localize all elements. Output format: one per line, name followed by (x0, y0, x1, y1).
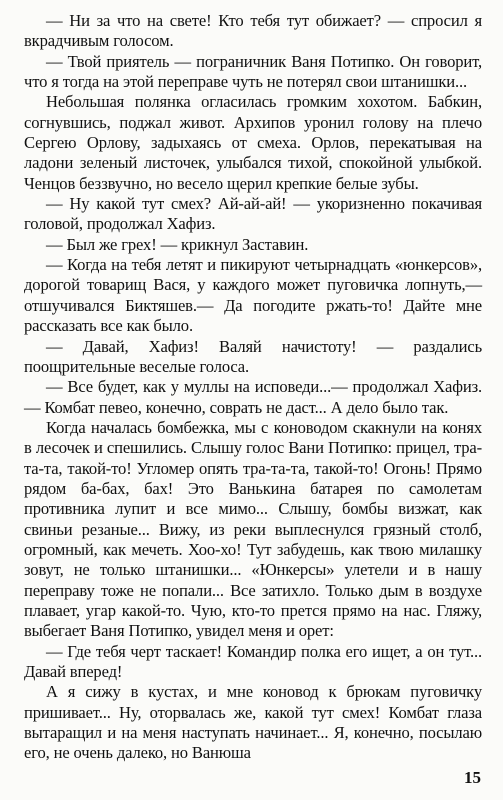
paragraph: — Когда на тебя летят и пикируют четырнадцать «юнкерсов», дорогой товарищ Вася, у каждого может пуговичка лопнуть,— отшучивался Биктяшев.— Да погодите ржать-то! Дайте мне рассказать все как было. (24, 255, 482, 336)
body-text (24, 11, 482, 764)
paragraph: — Все будет, как у муллы на исповеди...— продолжал Хафиз. — Комбат певео, конечно, соврать не даст... А дело было так. (24, 377, 482, 417)
paragraph: — Давай, Хафиз! Валяй начистоту! — раздались поощрительные веселые голоса. (24, 336, 482, 376)
paragraph: Небольшая полянка огласилась громким хохотом. Бабкин, согнувшись, поджал живот. Архипов уронил голову на плечо Сергею Орлову, задыхаясь от смеха. Орлов, перекатывая на ладони зеленый листочек, улыбался тихой, спокойной улыбкой. Ченцов беззвучно, но весело щерил крепкие белые зубы. (24, 92, 482, 193)
paragraph: — Где тебя черт таскает! Командир полка его ищет, а он тут... Давай вперед! (24, 641, 482, 681)
paragraph: Когда началась бомбежка, мы с коноводом скакнули на конях в лесочек и спешились. Слышу голос Вани Потипко: прицел, тра-та-та, такой-то! Угломер опять тра-та-та, такой-то! Огонь! Прямо рядом ба-бах, бах! Это Ванькина батарея по самолетам противника лупит и все мимо... Слышу, бомбы визжат, как свиньи резаные... Вижу, из реки выплеснулся грязный столб, огромный, как мечеть. Хоо-хо! Тут забудешь, как твою милашку зовут, не только штанишки... «Юнкерсы» улетели и в нашу переправу тоже не попали... Все затихло. Только дым в воздухе плавает, угар какой-то. Чую, кто-то прется прямо на нас. Гляжу, выбегает Ваня Потипко, увидел меня и орет: (24, 417, 482, 641)
paragraph: А я сижу в кустах, и мне коновод к брюкам пуговичку пришивает... Ну, оторвалась же, какой тут смех! Комбат глаза вытаращил и на меня наступать начинает... Я, конечно, посылаю его, не очень далеко, но Ванюша (24, 682, 482, 763)
paragraph: — Ну какой тут смех? Ай-ай-ай! — укоризненно покачивая головой, продолжал Хафиз. (24, 194, 482, 234)
paragraph: — Был же грех! — крикнул Заставин. (46, 234, 309, 254)
paragraph: — Твой приятель — пограничник Ваня Потипко. Он говорит, что я тогда на этой переправе чуть не потерял свои штанишки... (24, 51, 482, 92)
page-number: 15 (464, 768, 481, 787)
paragraph: — Ни за что на свете! Кто тебя тут обижает? — спросил я вкрадчивым голосом. (24, 11, 482, 51)
